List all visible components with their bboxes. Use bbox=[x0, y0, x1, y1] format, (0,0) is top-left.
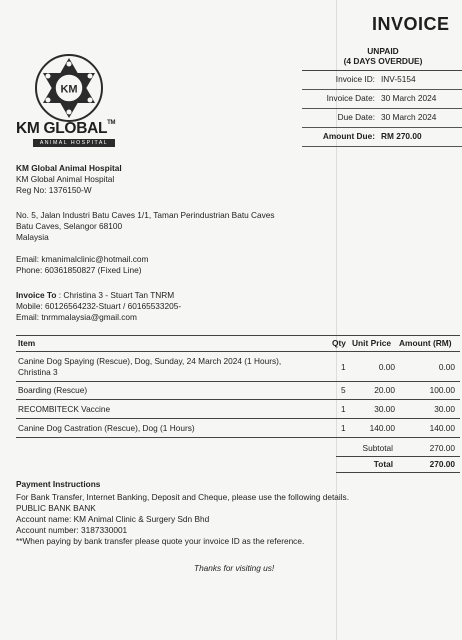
table-top-border bbox=[16, 335, 460, 336]
payment-account-name: Account name: KM Animal Clinic & Surgery Sdn Bhd bbox=[16, 514, 210, 524]
item-unit-price: 0.00 bbox=[378, 362, 395, 372]
col-header-qty: Qty bbox=[332, 338, 346, 348]
item-description-line2: Christina 3 bbox=[18, 367, 58, 377]
meta-row-invoice-date bbox=[302, 90, 462, 109]
payment-note: **When paying by bank transfer please quote your invoice ID as the reference. bbox=[16, 536, 305, 546]
meta-label: Due Date: bbox=[337, 112, 375, 122]
total-divider bbox=[336, 456, 460, 457]
item-amount: 140.00 bbox=[429, 423, 455, 433]
item-qty: 5 bbox=[341, 385, 346, 395]
item-qty: 1 bbox=[341, 423, 346, 433]
meta-value: 30 March 2024 bbox=[381, 93, 437, 103]
row-divider bbox=[16, 381, 460, 382]
overdue-label: (4 DAYS OVERDUE) bbox=[343, 56, 423, 66]
company-phone: Phone: 60361850827 (Fixed Line) bbox=[16, 265, 142, 275]
thanks-message: Thanks for visiting us! bbox=[194, 563, 275, 573]
billto-mobile: Mobile: 60126564232-Stuart / 60165533205- bbox=[16, 301, 182, 311]
meta-value: RM 270.00 bbox=[381, 131, 422, 141]
meta-value: INV-5154 bbox=[381, 74, 416, 84]
item-amount: 30.00 bbox=[434, 404, 455, 414]
total-bottom-border bbox=[336, 472, 460, 473]
item-amount: 0.00 bbox=[438, 362, 455, 372]
payment-line1: For Bank Transfer, Internet Banking, Deposit and Cheque, please use the following details. bbox=[16, 492, 349, 502]
total-label: Total bbox=[373, 459, 393, 469]
meta-row-invoice-id bbox=[302, 71, 462, 90]
billto-email: Email: tnrmmalaysia@gmail.com bbox=[16, 312, 137, 322]
company-address1: No. 5, Jalan Industri Batu Caves 1/1, Taman Perindustrian Batu Caves bbox=[16, 210, 275, 220]
row-divider bbox=[16, 418, 460, 419]
payment-account-number: Account number: 3187330001 bbox=[16, 525, 128, 535]
item-unit-price: 20.00 bbox=[374, 385, 395, 395]
company-reg: Reg No: 1376150-W bbox=[16, 185, 92, 195]
payment-heading: Payment Instructions bbox=[16, 479, 101, 489]
status-label: UNPAID bbox=[367, 46, 399, 56]
item-description: Boarding (Rescue) bbox=[18, 385, 88, 395]
item-amount: 100.00 bbox=[429, 385, 455, 395]
company-email: Email: kmanimalclinic@hotmail.com bbox=[16, 254, 149, 264]
company-address2: Batu Caves, Selangor 68100 bbox=[16, 221, 123, 231]
item-description: Canine Dog Castration (Rescue), Dog (1 Hours) bbox=[18, 423, 195, 433]
meta-row-amount-due bbox=[302, 128, 462, 147]
brand-name: KM GLOBAL™ bbox=[16, 120, 116, 137]
company-name: KM Global Animal Hospital bbox=[16, 163, 122, 173]
item-qty: 1 bbox=[341, 404, 346, 414]
company-country: Malaysia bbox=[16, 232, 49, 242]
subtotal-value: 270.00 bbox=[429, 443, 455, 453]
col-header-amount: Amount (RM) bbox=[399, 338, 452, 348]
row-divider bbox=[16, 399, 460, 400]
meta-row-due-date bbox=[302, 109, 462, 128]
subtotal-label: Subtotal bbox=[362, 443, 393, 453]
item-description: Canine Dog Spaying (Rescue), Dog, Sunday, 24 March 2024 (1 Hours), bbox=[18, 356, 282, 366]
invoice-to: Invoice To : Christina 3 - Stuart Tan TNRM bbox=[16, 290, 175, 300]
invoice-title: INVOICE bbox=[372, 14, 450, 34]
item-qty: 1 bbox=[341, 362, 346, 372]
item-description: RECOMBITECK Vaccine bbox=[18, 404, 111, 414]
invoice-meta-table bbox=[302, 70, 462, 147]
col-header-unit-price: Unit Price bbox=[352, 338, 392, 348]
item-unit-price: 140.00 bbox=[369, 423, 395, 433]
meta-label: Invoice ID: bbox=[335, 74, 375, 84]
meta-value: 30 March 2024 bbox=[381, 112, 437, 122]
col-header-item: Item bbox=[18, 338, 36, 348]
table-bottom-border bbox=[16, 437, 460, 438]
total-value: 270.00 bbox=[429, 459, 455, 469]
item-unit-price: 30.00 bbox=[374, 404, 395, 414]
table-header-border bbox=[16, 351, 460, 352]
meta-label: Invoice Date: bbox=[326, 93, 375, 103]
logo-initials: KM bbox=[60, 83, 78, 96]
payment-bank: PUBLIC BANK BANK bbox=[16, 503, 96, 513]
company-line2: KM Global Animal Hospital bbox=[16, 174, 115, 184]
brand-subtitle: ANIMAL HOSPITAL bbox=[33, 139, 115, 147]
meta-label: Amount Due: bbox=[322, 131, 375, 141]
